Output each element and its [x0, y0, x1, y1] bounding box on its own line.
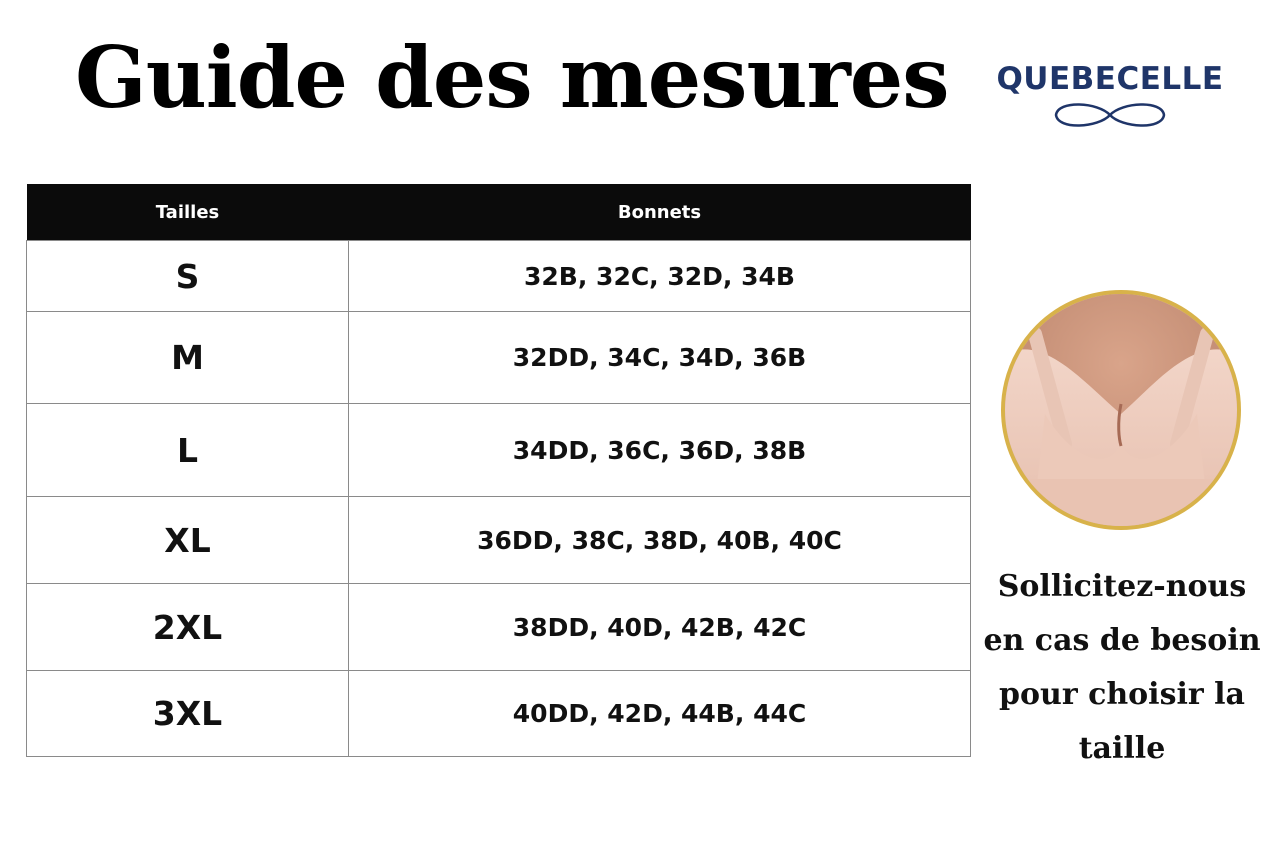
product-photo [1001, 290, 1241, 530]
infinity-icon [1050, 98, 1170, 132]
bra-illustration [1005, 294, 1237, 526]
table-row [27, 312, 971, 404]
help-note-line: pour choisir la [999, 677, 1245, 712]
brand-name: QUEBECELLE [996, 61, 1224, 97]
cups-cell: 32DD, 34C, 34D, 36B [349, 312, 971, 404]
table-row [27, 584, 971, 671]
size-cell: XL [27, 497, 349, 584]
cups-cell: 38DD, 40D, 42B, 42C [349, 584, 971, 671]
column-header-sizes: Tailles [27, 184, 349, 241]
help-note [982, 560, 1262, 776]
table-header-row [27, 184, 971, 241]
table-row [27, 241, 971, 312]
cups-cell: 34DD, 36C, 36D, 38B [349, 404, 971, 497]
help-note-line: taille [1078, 731, 1166, 766]
table-row [27, 671, 971, 757]
brand-logo [985, 62, 1235, 152]
help-note-line: Sollicitez-nous [997, 569, 1247, 604]
cups-cell: 36DD, 38C, 38D, 40B, 40C [349, 497, 971, 584]
size-cell: S [27, 241, 349, 312]
size-cell: M [27, 312, 349, 404]
size-cell: 3XL [27, 671, 349, 757]
column-header-cups: Bonnets [349, 184, 971, 241]
table-row [27, 497, 971, 584]
table-row [27, 404, 971, 497]
size-cell: L [27, 404, 349, 497]
size-cell: 2XL [27, 584, 349, 671]
cups-cell: 32B, 32C, 32D, 34B [349, 241, 971, 312]
cups-cell: 40DD, 42D, 44B, 44C [349, 671, 971, 757]
size-table [26, 184, 971, 757]
page-title: Guide des mesures [75, 28, 949, 127]
help-note-line: en cas de besoin [983, 623, 1261, 658]
